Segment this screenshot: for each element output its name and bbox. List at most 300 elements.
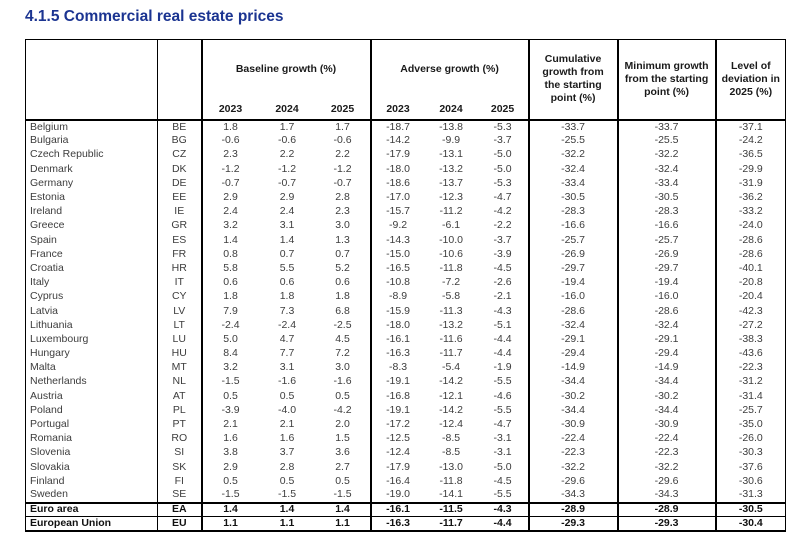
country-code-cell: NL <box>158 375 202 389</box>
table-row <box>26 219 786 233</box>
value-cell: -29.7 <box>529 261 618 275</box>
value-cell: -3.1 <box>493 446 512 459</box>
value-cell: -2.2 <box>493 219 512 232</box>
table-row <box>26 233 786 247</box>
value-cell: -13.8 <box>439 120 463 133</box>
value-cell: -5.3 <box>493 120 512 133</box>
value-cell: -11.7 <box>439 347 463 360</box>
value-cell: -16.4 <box>371 474 425 488</box>
value-cell: -29.1 <box>529 332 618 346</box>
country-cell: Luxembourg <box>30 332 89 345</box>
value-cell: -25.7 <box>618 233 716 247</box>
value-cell: -14.2 <box>439 375 463 388</box>
country-cell: Romania <box>30 432 73 445</box>
cre-prices-table <box>25 39 786 532</box>
country-cell: Germany <box>30 176 74 189</box>
value-cell: -19.0 <box>371 488 425 502</box>
value-cell: 2.4 <box>202 205 259 219</box>
value-cell: -4.3 <box>493 304 512 317</box>
value-cell: -4.3 <box>478 503 529 517</box>
value-cell: -28.6 <box>716 233 786 247</box>
value-cell: -16.6 <box>618 219 716 233</box>
country-cell: Hungary <box>30 347 70 360</box>
value-cell: -17.0 <box>371 190 425 204</box>
value-cell: -36.2 <box>716 190 786 204</box>
value-cell: 1.7 <box>335 120 350 133</box>
value-cell: -30.9 <box>529 417 618 431</box>
value-cell: -4.7 <box>493 191 512 204</box>
value-cell: -15.9 <box>371 304 425 318</box>
value-cell: -24.0 <box>716 219 786 233</box>
value-cell: -4.7 <box>493 418 512 431</box>
value-cell: -5.0 <box>493 162 512 175</box>
value-cell: 2.3 <box>335 205 350 218</box>
value-cell: 3.7 <box>279 446 295 459</box>
value-cell: 2.1 <box>279 418 295 431</box>
value-cell: 1.5 <box>335 432 350 445</box>
value-cell: -29.3 <box>529 517 618 531</box>
value-cell: -34.3 <box>529 488 618 502</box>
value-cell: -42.3 <box>716 304 786 318</box>
value-cell: -5.0 <box>493 148 512 161</box>
country-cell: Italy <box>30 276 50 289</box>
country-cell: Netherlands <box>30 375 87 388</box>
value-cell: -30.9 <box>618 417 716 431</box>
minimum-growth-header: Minimum growth from the starting point (%) <box>618 40 716 120</box>
value-cell: 3.6 <box>335 446 350 459</box>
value-cell: -2.4 <box>202 318 259 332</box>
country-cell: Croatia <box>30 261 64 274</box>
value-cell: -19.4 <box>529 276 618 290</box>
value-cell: -29.9 <box>716 162 786 176</box>
value-cell: 1.6 <box>202 432 259 446</box>
value-cell: -0.6 <box>202 134 259 148</box>
value-cell: -8.5 <box>441 432 461 445</box>
country-code-cell: LT <box>158 318 202 332</box>
country-code-cell: FR <box>158 247 202 261</box>
country-code-cell: AT <box>158 389 202 403</box>
value-cell: -18.0 <box>371 162 425 176</box>
country-code-cell: PL <box>158 403 202 417</box>
value-cell: -3.9 <box>493 247 512 260</box>
country-code-cell: BG <box>158 134 202 148</box>
value-cell: -14.9 <box>529 361 618 375</box>
value-cell: -22.3 <box>716 361 786 375</box>
table-row <box>26 446 786 460</box>
country-code-cell: CY <box>158 290 202 304</box>
value-cell: -30.5 <box>529 190 618 204</box>
value-cell: -12.3 <box>439 191 463 204</box>
value-cell: -8.9 <box>371 290 425 304</box>
table-row <box>26 134 786 148</box>
value-cell: -13.1 <box>439 148 463 161</box>
cumulative-growth-header: Cumulative growth from the starting point (%) <box>529 40 618 120</box>
value-cell: -1.5 <box>333 488 352 501</box>
value-cell: -28.9 <box>529 503 618 517</box>
value-cell: 3.2 <box>202 219 259 233</box>
value-cell: -29.6 <box>529 474 618 488</box>
value-cell: -13.2 <box>439 162 463 175</box>
country-code-cell: SE <box>158 488 202 502</box>
value-cell: -13.2 <box>439 318 463 331</box>
value-cell: 3.8 <box>202 446 259 460</box>
deviation-level-header: Level of deviation in 2025 (%) <box>716 40 786 120</box>
value-cell: 7.7 <box>279 347 295 360</box>
value-cell: -32.2 <box>618 460 716 474</box>
baseline-group-header: Baseline growth (%) <box>202 40 371 100</box>
year-header-baseline-2023: 2023 <box>202 100 259 120</box>
value-cell: 1.4 <box>202 233 259 247</box>
country-cell: Portugal <box>30 418 70 431</box>
value-cell: -43.6 <box>716 347 786 361</box>
value-cell: -10.6 <box>439 247 463 260</box>
value-cell: 1.1 <box>316 517 371 531</box>
value-cell: -34.4 <box>529 375 618 389</box>
table-row <box>26 403 786 417</box>
value-cell: 5.5 <box>279 261 295 274</box>
value-cell: -30.6 <box>716 474 786 488</box>
value-cell: -14.2 <box>439 403 463 416</box>
value-cell: 1.1 <box>202 517 259 531</box>
value-cell: -24.2 <box>716 134 786 148</box>
year-header-baseline-2024: 2024 <box>275 102 299 115</box>
country-cell: Euro area <box>26 503 158 517</box>
value-cell: -30.2 <box>529 389 618 403</box>
country-cell: Czech Republic <box>30 148 104 161</box>
value-cell: -31.2 <box>716 375 786 389</box>
value-cell: -22.3 <box>529 446 618 460</box>
value-cell: -4.2 <box>493 205 512 218</box>
value-cell: -5.0 <box>493 460 512 473</box>
year-header-adverse-2023: 2023 <box>371 100 425 120</box>
country-cell: Lithuania <box>30 318 73 331</box>
value-cell: -32.2 <box>529 148 618 162</box>
country-code-cell: BE <box>158 120 202 134</box>
code-header-blank <box>158 40 202 120</box>
value-cell: -30.4 <box>716 517 786 531</box>
value-cell: 4.7 <box>279 332 295 345</box>
value-cell: -11.2 <box>439 205 463 218</box>
value-cell: -32.2 <box>618 148 716 162</box>
value-cell: -16.3 <box>371 347 425 361</box>
value-cell: -31.4 <box>716 389 786 403</box>
table-row <box>26 261 786 275</box>
country-code-cell: SI <box>158 446 202 460</box>
value-cell: -33.2 <box>716 205 786 219</box>
value-cell: 0.5 <box>279 389 295 402</box>
table-row <box>26 375 786 389</box>
value-cell: -28.6 <box>618 304 716 318</box>
value-cell: -36.5 <box>716 148 786 162</box>
value-cell: -32.2 <box>529 460 618 474</box>
table-row <box>26 247 786 261</box>
value-cell: -28.6 <box>716 247 786 261</box>
value-cell: -28.6 <box>529 304 618 318</box>
country-header-blank <box>26 40 158 120</box>
value-cell: -5.5 <box>493 375 512 388</box>
table-row <box>26 176 786 190</box>
value-cell: -33.4 <box>618 176 716 190</box>
value-cell: -9.2 <box>371 219 425 233</box>
value-cell: -28.3 <box>529 205 618 219</box>
value-cell: 5.2 <box>335 261 350 274</box>
value-cell: 1.7 <box>279 120 295 133</box>
value-cell: -0.7 <box>333 176 352 189</box>
value-cell: -26.9 <box>529 247 618 261</box>
value-cell: -15.0 <box>371 247 425 261</box>
value-cell: -11.6 <box>439 332 463 345</box>
value-cell: -4.6 <box>493 389 512 402</box>
value-cell: -14.3 <box>371 233 425 247</box>
value-cell: -16.5 <box>371 261 425 275</box>
value-cell: -8.5 <box>441 446 461 459</box>
country-cell: Sweden <box>30 488 68 501</box>
value-cell: -22.4 <box>618 432 716 446</box>
value-cell: 6.8 <box>335 304 350 317</box>
page-title: 4.1.5 Commercial real estate prices <box>25 8 284 25</box>
value-cell: -26.9 <box>618 247 716 261</box>
value-cell: -26.0 <box>716 432 786 446</box>
value-cell: -2.6 <box>493 276 512 289</box>
value-cell: -16.1 <box>371 332 425 346</box>
country-code-cell: FI <box>158 474 202 488</box>
value-cell: -34.4 <box>618 403 716 417</box>
value-cell: -1.2 <box>333 162 352 175</box>
value-cell: 0.5 <box>202 474 259 488</box>
table-row <box>26 503 786 517</box>
value-cell: -37.1 <box>716 120 786 134</box>
value-cell: -29.4 <box>618 347 716 361</box>
value-cell: 2.4 <box>279 205 295 218</box>
value-cell: 7.3 <box>279 304 295 317</box>
table-row <box>26 432 786 446</box>
value-cell: 0.5 <box>202 389 259 403</box>
value-cell: -1.5 <box>202 375 259 389</box>
value-cell: -3.9 <box>202 403 259 417</box>
value-cell: 7.9 <box>202 304 259 318</box>
year-header-adverse-2024: 2024 <box>439 102 463 115</box>
value-cell: 0.6 <box>335 276 350 289</box>
value-cell: -5.5 <box>493 403 512 416</box>
value-cell: -1.6 <box>277 375 297 388</box>
value-cell: -35.0 <box>716 417 786 431</box>
country-code-cell: MT <box>158 361 202 375</box>
value-cell: -1.2 <box>277 162 297 175</box>
value-cell: -4.5 <box>493 261 512 274</box>
value-cell: 0.7 <box>335 247 350 260</box>
value-cell: -18.6 <box>371 176 425 190</box>
value-cell: -34.3 <box>618 488 716 502</box>
value-cell: -13.7 <box>439 176 463 189</box>
value-cell: -5.8 <box>441 290 461 303</box>
value-cell: -29.4 <box>529 347 618 361</box>
value-cell: -13.0 <box>439 460 463 473</box>
country-code-cell: SK <box>158 460 202 474</box>
value-cell: -4.4 <box>493 347 512 360</box>
value-cell: -1.5 <box>202 488 259 502</box>
table-row <box>26 190 786 204</box>
table-row <box>26 361 786 375</box>
country-code-cell: ES <box>158 233 202 247</box>
country-code-cell: EE <box>158 190 202 204</box>
value-cell: -17.9 <box>371 148 425 162</box>
value-cell: -19.4 <box>618 276 716 290</box>
value-cell: -4.5 <box>493 474 512 487</box>
year-header-adverse-2025: 2025 <box>490 102 515 115</box>
country-code-cell: IT <box>158 276 202 290</box>
value-cell: -0.6 <box>277 134 297 147</box>
value-cell: -3.7 <box>493 233 512 246</box>
value-cell: 2.0 <box>335 418 350 431</box>
value-cell: -25.7 <box>529 233 618 247</box>
value-cell: -0.7 <box>277 176 297 189</box>
value-cell: 2.2 <box>279 148 295 161</box>
value-cell: 0.5 <box>279 474 295 487</box>
value-cell: -3.7 <box>493 134 512 147</box>
value-cell: 1.1 <box>259 517 316 531</box>
value-cell: 3.1 <box>279 219 295 232</box>
value-cell: 1.6 <box>279 432 295 445</box>
value-cell: -27.2 <box>716 318 786 332</box>
value-cell: -17.9 <box>371 460 425 474</box>
value-cell: 1.4 <box>202 503 259 517</box>
value-cell: -9.9 <box>441 134 461 147</box>
value-cell: -15.7 <box>371 205 425 219</box>
value-cell: 2.3 <box>202 148 259 162</box>
value-cell: -16.6 <box>529 219 618 233</box>
table-row <box>26 120 786 134</box>
value-cell: 7.2 <box>335 347 350 360</box>
value-cell: -12.5 <box>371 432 425 446</box>
value-cell: -25.5 <box>529 134 618 148</box>
value-cell: -2.1 <box>493 290 512 303</box>
value-cell: 0.5 <box>335 474 350 487</box>
value-cell: -38.3 <box>716 332 786 346</box>
value-cell: -11.8 <box>439 261 463 274</box>
value-cell: -28.9 <box>618 503 716 517</box>
value-cell: -11.5 <box>425 503 478 517</box>
value-cell: -16.8 <box>371 389 425 403</box>
value-cell: -1.2 <box>202 162 259 176</box>
value-cell: -5.1 <box>493 318 512 331</box>
country-cell: Spain <box>30 233 57 246</box>
value-cell: -20.8 <box>716 276 786 290</box>
value-cell: 1.4 <box>259 503 316 517</box>
value-cell: 0.7 <box>279 247 295 260</box>
table-row <box>26 389 786 403</box>
value-cell: -5.5 <box>493 488 512 501</box>
value-cell: -32.4 <box>618 318 716 332</box>
value-cell: 2.1 <box>202 417 259 431</box>
value-cell: 5.0 <box>202 332 259 346</box>
value-cell: -19.1 <box>371 375 425 389</box>
value-cell: -4.4 <box>493 332 512 345</box>
value-cell: -30.5 <box>716 503 786 517</box>
country-cell: Latvia <box>30 304 59 317</box>
value-cell: 2.9 <box>202 460 259 474</box>
value-cell: 3.2 <box>202 361 259 375</box>
value-cell: -20.4 <box>716 290 786 304</box>
value-cell: -34.4 <box>529 403 618 417</box>
value-cell: 2.2 <box>335 148 350 161</box>
value-cell: 0.6 <box>202 276 259 290</box>
country-cell: Denmark <box>30 162 73 175</box>
country-code-cell: GR <box>158 219 202 233</box>
table-row <box>26 417 786 431</box>
country-code-cell: HR <box>158 261 202 275</box>
country-cell: European Union <box>26 517 158 531</box>
value-cell: -30.5 <box>618 190 716 204</box>
value-cell: 2.8 <box>279 460 295 473</box>
value-cell: -8.3 <box>371 361 425 375</box>
country-code-cell: DE <box>158 176 202 190</box>
value-cell: -16.3 <box>371 517 425 531</box>
value-cell: 0.5 <box>335 389 350 402</box>
value-cell: -4.2 <box>333 403 352 416</box>
value-cell: -22.3 <box>618 446 716 460</box>
country-code-cell: RO <box>158 432 202 446</box>
table-row <box>26 488 786 502</box>
value-cell: 3.1 <box>279 361 295 374</box>
country-cell: Belgium <box>30 120 68 133</box>
value-cell: -28.3 <box>618 205 716 219</box>
country-cell: Finland <box>30 474 65 487</box>
country-cell: Poland <box>30 403 63 416</box>
table-row <box>26 460 786 474</box>
value-cell: 1.8 <box>202 120 259 134</box>
value-cell: -32.4 <box>529 318 618 332</box>
value-cell: -3.1 <box>493 432 512 445</box>
value-cell: -0.7 <box>202 176 259 190</box>
table-row <box>26 205 786 219</box>
country-cell: Cyprus <box>30 290 64 303</box>
value-cell: -14.2 <box>371 134 425 148</box>
value-cell: -40.1 <box>716 261 786 275</box>
value-cell: -37.6 <box>716 460 786 474</box>
table-body <box>26 120 786 531</box>
value-cell: -32.4 <box>618 162 716 176</box>
table-row <box>26 347 786 361</box>
value-cell: -1.9 <box>493 361 512 374</box>
table-row <box>26 148 786 162</box>
table-row <box>26 304 786 318</box>
country-cell: Malta <box>30 361 56 374</box>
value-cell: -11.7 <box>425 517 478 531</box>
value-cell: -31.9 <box>716 176 786 190</box>
value-cell: 3.0 <box>335 361 350 374</box>
value-cell: -7.2 <box>441 276 461 289</box>
country-code-cell: DK <box>158 162 202 176</box>
value-cell: 0.8 <box>202 247 259 261</box>
value-cell: -33.7 <box>529 120 618 134</box>
table-row <box>26 474 786 488</box>
value-cell: -5.4 <box>441 361 461 374</box>
value-cell: -4.4 <box>478 517 529 531</box>
value-cell: -29.3 <box>618 517 716 531</box>
value-cell: -18.0 <box>371 318 425 332</box>
value-cell: 1.3 <box>335 233 350 246</box>
country-code-cell: LV <box>158 304 202 318</box>
value-cell: -18.7 <box>371 120 425 134</box>
country-code-cell: IE <box>158 205 202 219</box>
country-cell: France <box>30 247 63 260</box>
value-cell: -19.1 <box>371 403 425 417</box>
table-row <box>26 517 786 531</box>
value-cell: 1.4 <box>279 233 295 246</box>
value-cell: -14.9 <box>618 361 716 375</box>
value-cell: -10.0 <box>439 233 463 246</box>
value-cell: 8.4 <box>202 347 259 361</box>
